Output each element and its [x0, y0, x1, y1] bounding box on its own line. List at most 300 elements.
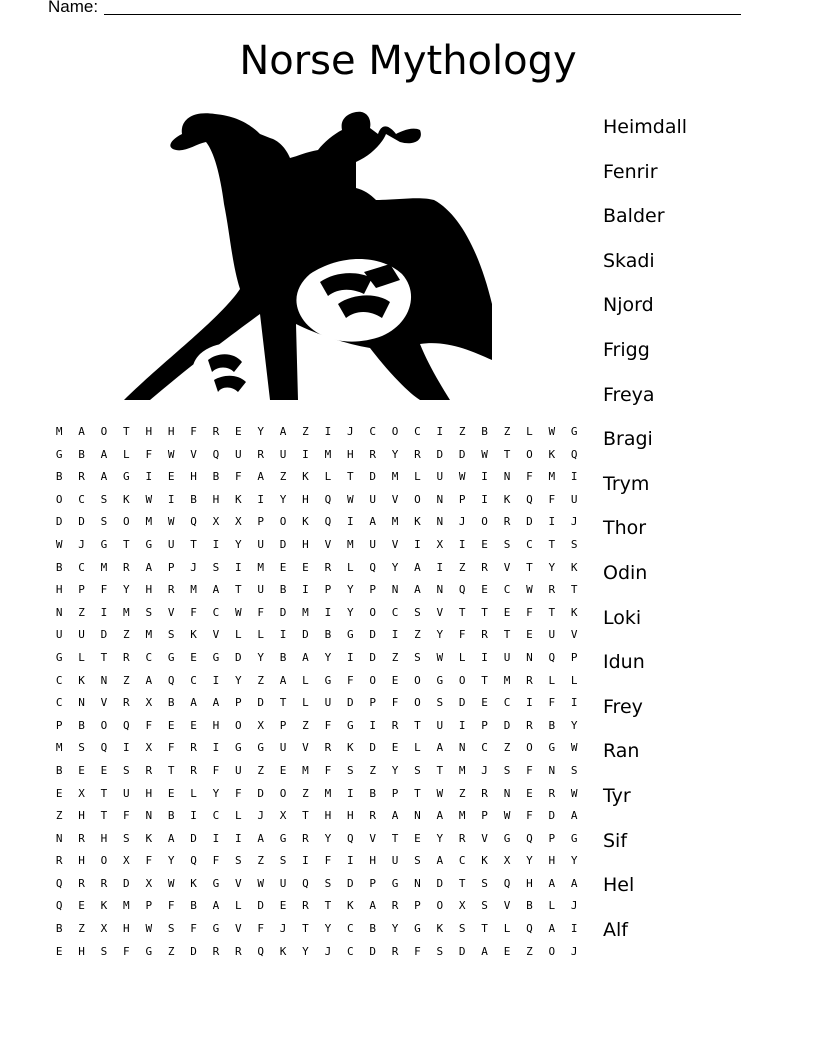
grid-letter[interactable]: M — [55, 425, 63, 438]
grid-letter[interactable]: N — [55, 831, 63, 845]
grid-letter[interactable]: O — [414, 696, 421, 710]
grid-letter[interactable]: T — [346, 470, 354, 484]
grid-letter[interactable]: Y — [235, 673, 242, 687]
grid-letter[interactable]: Y — [436, 628, 444, 642]
grid-letter[interactable]: U — [503, 650, 511, 664]
grid-letter[interactable]: H — [78, 809, 85, 823]
grid-letter[interactable]: I — [123, 741, 130, 755]
grid-letter[interactable]: A — [167, 831, 175, 845]
grid-letter[interactable]: O — [481, 515, 488, 529]
grid-letter[interactable]: S — [100, 492, 108, 506]
grid-letter[interactable]: Q — [324, 492, 332, 506]
grid-letter[interactable]: I — [526, 696, 533, 710]
grid-letter[interactable]: E — [78, 899, 85, 913]
grid-letter[interactable]: N — [55, 605, 63, 619]
grid-letter[interactable]: G — [212, 650, 220, 664]
grid-letter[interactable]: B — [167, 696, 175, 710]
grid-letter[interactable]: T — [458, 605, 466, 619]
grid-letter[interactable]: X — [436, 537, 444, 551]
grid-letter[interactable]: T — [302, 922, 309, 936]
grid-letter[interactable]: I — [458, 537, 466, 551]
grid-letter[interactable]: N — [414, 876, 421, 890]
grid-letter[interactable]: R — [257, 447, 265, 461]
grid-letter[interactable]: H — [145, 786, 153, 800]
grid-letter[interactable]: A — [212, 696, 220, 710]
grid-letter[interactable]: O — [369, 605, 376, 619]
grid-letter[interactable]: Z — [458, 560, 466, 574]
grid-letter[interactable]: E — [167, 470, 175, 484]
grid-letter[interactable]: J — [570, 515, 578, 529]
grid-letter[interactable]: G — [123, 470, 130, 484]
grid-letter[interactable]: Z — [458, 786, 466, 800]
grid-letter[interactable]: I — [212, 741, 220, 755]
grid-letter[interactable]: F — [167, 741, 175, 755]
grid-letter[interactable]: S — [235, 854, 242, 868]
grid-letter[interactable]: F — [526, 605, 533, 619]
grid-letter[interactable]: F — [548, 492, 556, 506]
grid-letter[interactable]: N — [145, 809, 153, 823]
grid-letter[interactable]: Y — [346, 605, 354, 619]
grid-letter[interactable]: K — [123, 492, 130, 506]
grid-letter[interactable]: C — [346, 922, 354, 936]
grid-letter[interactable]: I — [100, 605, 108, 619]
grid-letter[interactable]: L — [548, 673, 556, 687]
grid-letter[interactable]: I — [458, 718, 466, 732]
grid-letter[interactable]: S — [436, 696, 444, 710]
grid-letter[interactable]: W — [55, 537, 63, 551]
grid-letter[interactable]: Q — [570, 447, 578, 461]
grid-letter[interactable]: A — [145, 673, 153, 687]
grid-letter[interactable]: I — [235, 831, 242, 845]
grid-letter[interactable]: Y — [167, 854, 175, 868]
grid-letter[interactable]: I — [167, 492, 175, 506]
grid-letter[interactable]: O — [279, 786, 287, 800]
grid-letter[interactable]: G — [212, 876, 220, 890]
grid-letter[interactable]: U — [55, 628, 63, 642]
grid-letter[interactable]: G — [570, 831, 578, 845]
grid-letter[interactable]: R — [481, 560, 488, 574]
grid-letter[interactable]: Z — [458, 425, 466, 438]
grid-letter[interactable]: J — [570, 899, 578, 913]
grid-letter[interactable]: K — [414, 515, 421, 529]
grid-letter[interactable]: G — [55, 447, 63, 461]
grid-letter[interactable]: E — [279, 560, 287, 574]
grid-letter[interactable]: H — [369, 854, 376, 868]
grid-letter[interactable]: E — [190, 650, 197, 664]
grid-letter[interactable]: H — [548, 854, 556, 868]
grid-letter[interactable]: Q — [55, 876, 63, 890]
grid-letter[interactable]: A — [279, 673, 287, 687]
grid-letter[interactable]: L — [526, 425, 533, 438]
grid-letter[interactable]: E — [503, 944, 511, 958]
grid-letter[interactable]: N — [78, 696, 85, 710]
grid-letter[interactable]: R — [78, 876, 85, 890]
grid-letter[interactable]: B — [190, 899, 197, 913]
grid-letter[interactable]: I — [257, 492, 265, 506]
grid-letter[interactable]: V — [167, 605, 175, 619]
grid-letter[interactable]: F — [212, 854, 220, 868]
grid-letter[interactable]: A — [570, 809, 578, 823]
grid-letter[interactable]: Y — [324, 650, 332, 664]
grid-letter[interactable]: G — [391, 876, 399, 890]
grid-letter[interactable]: E — [503, 605, 511, 619]
grid-letter[interactable]: E — [526, 628, 533, 642]
grid-letter[interactable]: Y — [257, 425, 265, 438]
grid-letter[interactable]: J — [78, 537, 85, 551]
grid-letter[interactable]: F — [190, 922, 197, 936]
grid-letter[interactable]: E — [391, 673, 399, 687]
grid-letter[interactable]: Y — [436, 831, 444, 845]
grid-letter[interactable]: T — [548, 605, 556, 619]
grid-letter[interactable]: T — [302, 809, 309, 823]
grid-letter[interactable]: F — [145, 854, 153, 868]
grid-letter[interactable]: W — [145, 922, 153, 936]
grid-letter[interactable]: K — [436, 922, 444, 936]
grid-letter[interactable]: T — [324, 899, 332, 913]
grid-letter[interactable]: I — [145, 470, 153, 484]
grid-letter[interactable]: E — [279, 763, 287, 777]
grid-letter[interactable]: B — [279, 583, 287, 597]
grid-letter[interactable]: P — [481, 809, 488, 823]
grid-letter[interactable]: G — [324, 673, 332, 687]
grid-letter[interactable]: C — [503, 583, 511, 597]
grid-letter[interactable]: H — [78, 854, 85, 868]
grid-letter[interactable]: C — [458, 854, 466, 868]
grid-letter[interactable]: F — [235, 470, 242, 484]
grid-letter[interactable]: P — [279, 718, 287, 732]
grid-letter[interactable]: S — [481, 899, 488, 913]
grid-letter[interactable]: R — [369, 809, 376, 823]
grid-letter[interactable]: I — [570, 922, 578, 936]
grid-letter[interactable]: E — [302, 560, 309, 574]
grid-letter[interactable]: U — [235, 447, 242, 461]
grid-letter[interactable]: F — [526, 809, 533, 823]
grid-letter[interactable]: R — [391, 944, 399, 958]
grid-letter[interactable]: G — [414, 922, 421, 936]
grid-letter[interactable]: Q — [526, 831, 533, 845]
grid-letter[interactable]: K — [570, 560, 578, 574]
grid-letter[interactable]: U — [436, 718, 444, 732]
grid-letter[interactable]: F — [145, 447, 153, 461]
grid-letter[interactable]: P — [78, 583, 85, 597]
grid-letter[interactable]: T — [436, 763, 444, 777]
grid-letter[interactable]: N — [503, 470, 511, 484]
grid-letter[interactable]: T — [123, 425, 130, 438]
grid-letter[interactable]: Y — [324, 831, 332, 845]
grid-letter[interactable]: F — [190, 425, 197, 438]
grid-letter[interactable]: M — [302, 763, 309, 777]
grid-letter[interactable]: A — [257, 831, 265, 845]
grid-letter[interactable]: F — [548, 696, 556, 710]
grid-letter[interactable]: C — [55, 673, 63, 687]
grid-letter[interactable]: T — [391, 831, 399, 845]
grid-letter[interactable]: B — [78, 447, 85, 461]
grid-letter[interactable]: V — [570, 628, 578, 642]
grid-letter[interactable]: H — [190, 470, 197, 484]
grid-letter[interactable]: L — [503, 922, 511, 936]
grid-letter[interactable]: Q — [503, 876, 511, 890]
grid-letter[interactable]: Z — [257, 763, 265, 777]
grid-letter[interactable]: X — [235, 515, 242, 529]
grid-letter[interactable]: M — [123, 899, 130, 913]
grid-letter[interactable]: H — [302, 537, 309, 551]
grid-letter[interactable]: T — [167, 763, 175, 777]
grid-letter[interactable]: A — [391, 809, 399, 823]
grid-letter[interactable]: R — [123, 560, 130, 574]
grid-letter[interactable]: E — [167, 786, 175, 800]
grid-letter[interactable]: L — [123, 447, 130, 461]
grid-letter[interactable]: D — [100, 628, 108, 642]
grid-letter[interactable]: Q — [167, 673, 175, 687]
grid-letter[interactable]: Q — [458, 583, 466, 597]
grid-letter[interactable]: V — [324, 537, 332, 551]
grid-letter[interactable]: S — [167, 922, 175, 936]
grid-letter[interactable]: M — [302, 605, 309, 619]
grid-letter[interactable]: S — [346, 763, 354, 777]
grid-letter[interactable]: M — [257, 560, 265, 574]
grid-letter[interactable]: S — [324, 876, 332, 890]
grid-letter[interactable]: K — [145, 831, 153, 845]
grid-letter[interactable]: Z — [503, 741, 511, 755]
grid-letter[interactable]: L — [235, 899, 242, 913]
grid-letter[interactable]: I — [279, 628, 287, 642]
grid-letter[interactable]: Z — [302, 425, 309, 438]
grid-letter[interactable]: G — [346, 628, 354, 642]
grid-letter[interactable]: P — [167, 560, 175, 574]
grid-letter[interactable]: B — [212, 470, 220, 484]
grid-letter[interactable]: D — [279, 605, 287, 619]
grid-letter[interactable]: I — [391, 628, 399, 642]
grid-letter[interactable]: O — [100, 718, 108, 732]
grid-letter[interactable]: Q — [257, 944, 265, 958]
grid-letter[interactable]: Z — [279, 470, 287, 484]
grid-letter[interactable]: K — [302, 515, 309, 529]
grid-letter[interactable]: S — [481, 876, 488, 890]
grid-letter[interactable]: U — [324, 696, 332, 710]
grid-letter[interactable]: C — [78, 560, 85, 574]
grid-letter[interactable]: Y — [391, 922, 399, 936]
grid-letter[interactable]: V — [100, 696, 108, 710]
grid-letter[interactable]: R — [548, 786, 556, 800]
grid-letter[interactable]: Z — [78, 922, 85, 936]
grid-letter[interactable]: O — [123, 515, 130, 529]
grid-letter[interactable]: R — [78, 470, 85, 484]
grid-letter[interactable]: E — [279, 899, 287, 913]
grid-letter[interactable]: E — [78, 763, 85, 777]
grid-letter[interactable]: J — [570, 944, 578, 958]
grid-letter[interactable]: I — [346, 854, 354, 868]
grid-letter[interactable]: N — [503, 786, 511, 800]
grid-letter[interactable]: Q — [526, 922, 533, 936]
grid-letter[interactable]: S — [123, 763, 130, 777]
grid-letter[interactable]: E — [526, 786, 533, 800]
grid-letter[interactable]: E — [190, 718, 197, 732]
grid-letter[interactable]: F — [212, 763, 220, 777]
grid-letter[interactable]: D — [346, 876, 354, 890]
grid-letter[interactable]: F — [324, 718, 332, 732]
grid-letter[interactable]: S — [436, 944, 444, 958]
grid-letter[interactable]: R — [324, 741, 332, 755]
grid-letter[interactable]: O — [235, 718, 242, 732]
grid-letter[interactable]: M — [123, 605, 130, 619]
grid-letter[interactable]: P — [369, 583, 376, 597]
grid-letter[interactable]: W — [481, 447, 488, 461]
grid-letter[interactable]: T — [503, 628, 511, 642]
grid-letter[interactable]: X — [78, 786, 85, 800]
grid-letter[interactable]: X — [279, 809, 287, 823]
grid-letter[interactable]: Z — [167, 944, 175, 958]
grid-letter[interactable]: F — [526, 763, 533, 777]
grid-letter[interactable]: B — [324, 628, 332, 642]
grid-letter[interactable]: Z — [257, 673, 265, 687]
grid-letter[interactable]: W — [503, 809, 511, 823]
grid-letter[interactable]: L — [257, 628, 265, 642]
grid-letter[interactable]: U — [436, 470, 444, 484]
grid-letter[interactable]: H — [526, 876, 533, 890]
grid-letter[interactable]: M — [391, 470, 399, 484]
grid-letter[interactable]: Q — [123, 718, 130, 732]
grid-letter[interactable]: O — [100, 425, 108, 438]
grid-letter[interactable]: V — [212, 628, 220, 642]
grid-letter[interactable]: Z — [78, 605, 85, 619]
grid-letter[interactable]: W — [548, 425, 556, 438]
grid-letter[interactable]: R — [458, 831, 466, 845]
grid-letter[interactable]: S — [503, 537, 511, 551]
grid-letter[interactable]: M — [324, 786, 332, 800]
grid-letter[interactable]: R — [212, 944, 220, 958]
grid-letter[interactable]: F — [167, 899, 175, 913]
grid-letter[interactable]: X — [503, 854, 511, 868]
grid-letter[interactable]: M — [145, 628, 153, 642]
grid-letter[interactable]: R — [369, 447, 376, 461]
grid-letter[interactable]: P — [145, 899, 153, 913]
grid-letter[interactable]: G — [100, 537, 108, 551]
grid-letter[interactable]: U — [279, 447, 287, 461]
grid-letter[interactable]: T — [526, 560, 533, 574]
grid-letter[interactable]: S — [212, 560, 220, 574]
grid-letter[interactable]: D — [436, 447, 444, 461]
grid-letter[interactable]: C — [503, 696, 511, 710]
grid-letter[interactable]: E — [235, 425, 242, 438]
grid-letter[interactable]: W — [570, 741, 578, 755]
grid-letter[interactable]: Y — [235, 537, 242, 551]
grid-letter[interactable]: V — [235, 922, 242, 936]
grid-letter[interactable]: A — [145, 560, 153, 574]
grid-letter[interactable]: W — [570, 786, 578, 800]
grid-letter[interactable]: G — [548, 741, 556, 755]
grid-letter[interactable]: I — [436, 560, 444, 574]
grid-letter[interactable]: A — [436, 741, 444, 755]
grid-letter[interactable]: I — [212, 831, 220, 845]
grid-letter[interactable]: Y — [346, 583, 354, 597]
grid-letter[interactable]: L — [548, 899, 556, 913]
grid-letter[interactable]: P — [481, 718, 488, 732]
grid-letter[interactable]: H — [324, 809, 332, 823]
grid-letter[interactable]: O — [548, 944, 556, 958]
grid-letter[interactable]: A — [100, 470, 108, 484]
grid-letter[interactable]: O — [55, 492, 63, 506]
grid-letter[interactable]: D — [458, 447, 466, 461]
grid-letter[interactable]: L — [190, 786, 197, 800]
grid-letter[interactable]: T — [123, 537, 130, 551]
grid-letter[interactable]: K — [100, 899, 108, 913]
grid-letter[interactable]: M — [548, 470, 556, 484]
grid-letter[interactable]: J — [481, 763, 488, 777]
grid-letter[interactable]: G — [235, 741, 242, 755]
grid-letter[interactable]: H — [78, 944, 85, 958]
grid-letter[interactable]: F — [100, 583, 108, 597]
grid-letter[interactable]: E — [55, 786, 63, 800]
grid-letter[interactable]: Q — [190, 515, 197, 529]
grid-letter[interactable]: K — [548, 447, 556, 461]
grid-letter[interactable]: A — [481, 944, 488, 958]
grid-letter[interactable]: D — [369, 741, 376, 755]
grid-letter[interactable]: K — [279, 944, 287, 958]
grid-letter[interactable]: F — [414, 944, 421, 958]
grid-letter[interactable]: B — [55, 763, 63, 777]
grid-letter[interactable]: X — [100, 922, 108, 936]
grid-letter[interactable]: N — [436, 492, 444, 506]
grid-letter[interactable]: W — [526, 583, 533, 597]
grid-letter[interactable]: A — [369, 515, 376, 529]
grid-letter[interactable]: U — [257, 537, 265, 551]
grid-letter[interactable]: A — [212, 899, 220, 913]
grid-letter[interactable]: J — [346, 425, 354, 438]
grid-letter[interactable]: T — [503, 447, 511, 461]
grid-letter[interactable]: D — [78, 515, 85, 529]
grid-letter[interactable]: K — [190, 628, 197, 642]
grid-letter[interactable]: F — [257, 922, 265, 936]
grid-letter[interactable]: A — [212, 583, 220, 597]
grid-letter[interactable]: R — [414, 447, 421, 461]
grid-letter[interactable]: H — [145, 583, 153, 597]
grid-letter[interactable]: H — [55, 583, 63, 597]
grid-letter[interactable]: C — [391, 605, 399, 619]
grid-letter[interactable]: D — [458, 944, 466, 958]
grid-letter[interactable]: T — [414, 786, 421, 800]
grid-letter[interactable]: G — [257, 741, 265, 755]
grid-letter[interactable]: O — [414, 673, 421, 687]
grid-letter[interactable]: U — [548, 628, 556, 642]
grid-letter[interactable]: S — [414, 763, 421, 777]
grid-letter[interactable]: S — [570, 763, 578, 777]
grid-letter[interactable]: Y — [548, 560, 556, 574]
grid-letter[interactable]: P — [324, 583, 332, 597]
grid-letter[interactable]: I — [212, 537, 220, 551]
grid-letter[interactable]: G — [212, 922, 220, 936]
grid-letter[interactable]: A — [436, 854, 444, 868]
grid-letter[interactable]: J — [257, 809, 265, 823]
grid-letter[interactable]: K — [190, 876, 197, 890]
grid-letter[interactable]: D — [503, 718, 511, 732]
grid-letter[interactable]: I — [548, 515, 556, 529]
grid-letter[interactable]: Q — [190, 854, 197, 868]
grid-letter[interactable]: A — [78, 425, 85, 438]
grid-letter[interactable]: Y — [570, 718, 578, 732]
grid-letter[interactable]: I — [302, 447, 309, 461]
grid-letter[interactable]: R — [503, 515, 511, 529]
grid-letter[interactable]: T — [235, 583, 242, 597]
grid-letter[interactable]: B — [55, 560, 63, 574]
grid-letter[interactable]: V — [391, 492, 399, 506]
grid-letter[interactable]: W — [458, 470, 466, 484]
grid-letter[interactable]: J — [190, 560, 197, 574]
grid-letter[interactable]: O — [391, 425, 399, 438]
grid-letter[interactable]: D — [257, 899, 265, 913]
grid-letter[interactable]: H — [346, 809, 354, 823]
grid-letter[interactable]: G — [167, 650, 175, 664]
grid-letter[interactable]: E — [55, 944, 63, 958]
